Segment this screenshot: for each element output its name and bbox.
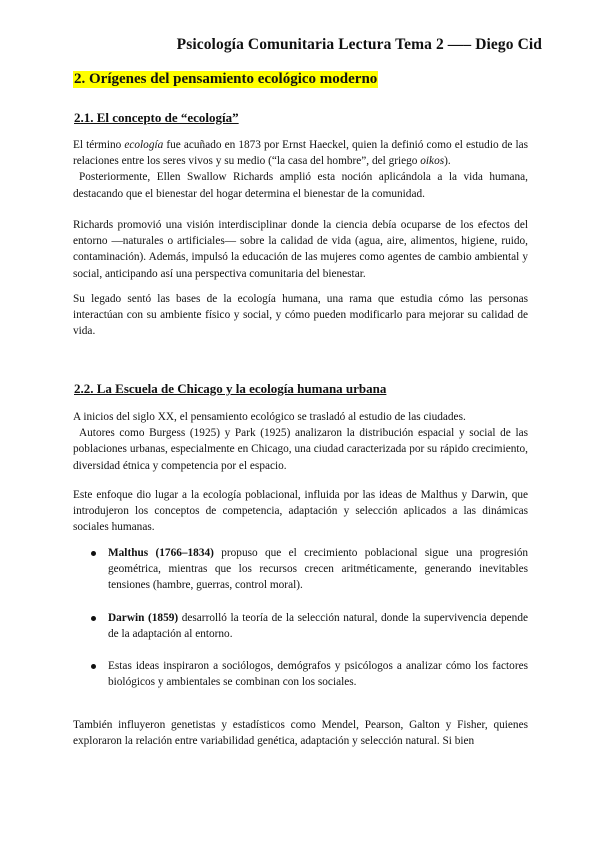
paragraph-genetistas: También influyeron genetistas y estadísticos como Mendel, Pearson, Galton y Fisher, quienes exploraron la relación entre variabilidad genética, adaptación y selección natural. Si bien — [73, 719, 528, 748]
list-item — [91, 658, 528, 690]
paragraph-chicago-first: A inicios del siglo XX, el pensamiento ecológico se trasladó al estudio de las ciudades. — [73, 411, 466, 423]
subsection-heading-2-1: 2.1. El concepto de “ecología” — [74, 110, 239, 125]
bullet-text: desarrolló la teoría de la selección natural, donde la supervivencia depende de la adaptación al entorno. — [108, 612, 528, 641]
bullet-text: propuso que el crecimiento poblacional sigue una progresión geométrica, mientras que los recursos crecen aritméticamente, generando inevitables tensiones (hambre, guerras, control moral). — [108, 547, 529, 592]
bullet-bold: Malthus (1766–1834) — [108, 547, 214, 559]
text-run: fue acuñado en 1873 por Ernst Haeckel, quien la definió como el estudio de las relaciones entre los seres vivos y su medio (“la casa del hombre”, del griego — [73, 139, 528, 168]
paragraph-ecologia-poblacional: Este enfoque dio lugar a la ecología poblacional, influida por las ideas de Malthus y Darwin, que introdujeron los conceptos de competencia, adaptación y selección aplicados a las dinámicas sociales humanas. — [73, 489, 528, 534]
text-run: El término — [73, 139, 125, 151]
text-run: ). — [444, 155, 451, 168]
paragraph-chicago — [73, 409, 528, 474]
subsection-heading-2-2: 2.2. La Escuela de Chicago y la ecología humana urbana — [74, 381, 387, 396]
page-header: Psicología Comunitaria Lectura Tema 2 —– Diego Cid — [176, 36, 542, 53]
paragraph-richards-vision: Richards promovió una visión interdisciplinar donde la ciencia debía ocuparse de los efectos del entorno —naturales o artificiales— sobre la calidad de vida (agua, aire, alimentos, higiene, ruido, contaminación). Además, impulsó la educación de las mujeres como agentes de cambio ambiental y social, anticipando así una perspectiva comunitaria del bienestar. — [73, 219, 528, 280]
bullet-icon — [91, 664, 96, 669]
paragraph-ecologia-definition — [73, 137, 528, 202]
paragraph-legado: Su legado sentó las bases de la ecología humana, una rama que estudia cómo las personas interactúan con su ambiente físico y social, y cómo pueden modificarlo para mejorar su calidad de vida. — [73, 293, 528, 338]
list-item — [91, 610, 528, 642]
list-item — [91, 545, 528, 594]
term-ecologia: ecología — [124, 139, 164, 151]
paragraph-chicago-authors: Autores como Burgess (1925) y Park (1925) analizaron la distribución espacial y social de las poblaciones urbanas, especialmente en Chicago, una ciudad caracterizada por su rápido crecimiento, diversidad étnica y competencia por el espacio. — [73, 427, 528, 472]
bullet-bold: Darwin (1859) — [108, 612, 179, 624]
term-oikos: oikos — [420, 155, 445, 168]
bullet-icon — [91, 616, 96, 621]
bullet-text: Estas ideas inspiraron a sociólogos, demógrafos y psicólogos a analizar cómo los factores biológicos y ambientales se combinan con los sociales. — [108, 660, 528, 689]
section-title: 2. Orígenes del pensamiento ecológico moderno — [74, 71, 378, 87]
paragraph-richards-intro: Posteriormente, Ellen Swallow Richards amplió esta noción aplicándola a la vida humana, destacando que el bienestar del hogar determina el bienestar de la comunidad. — [73, 171, 528, 200]
bullet-icon — [91, 551, 96, 556]
